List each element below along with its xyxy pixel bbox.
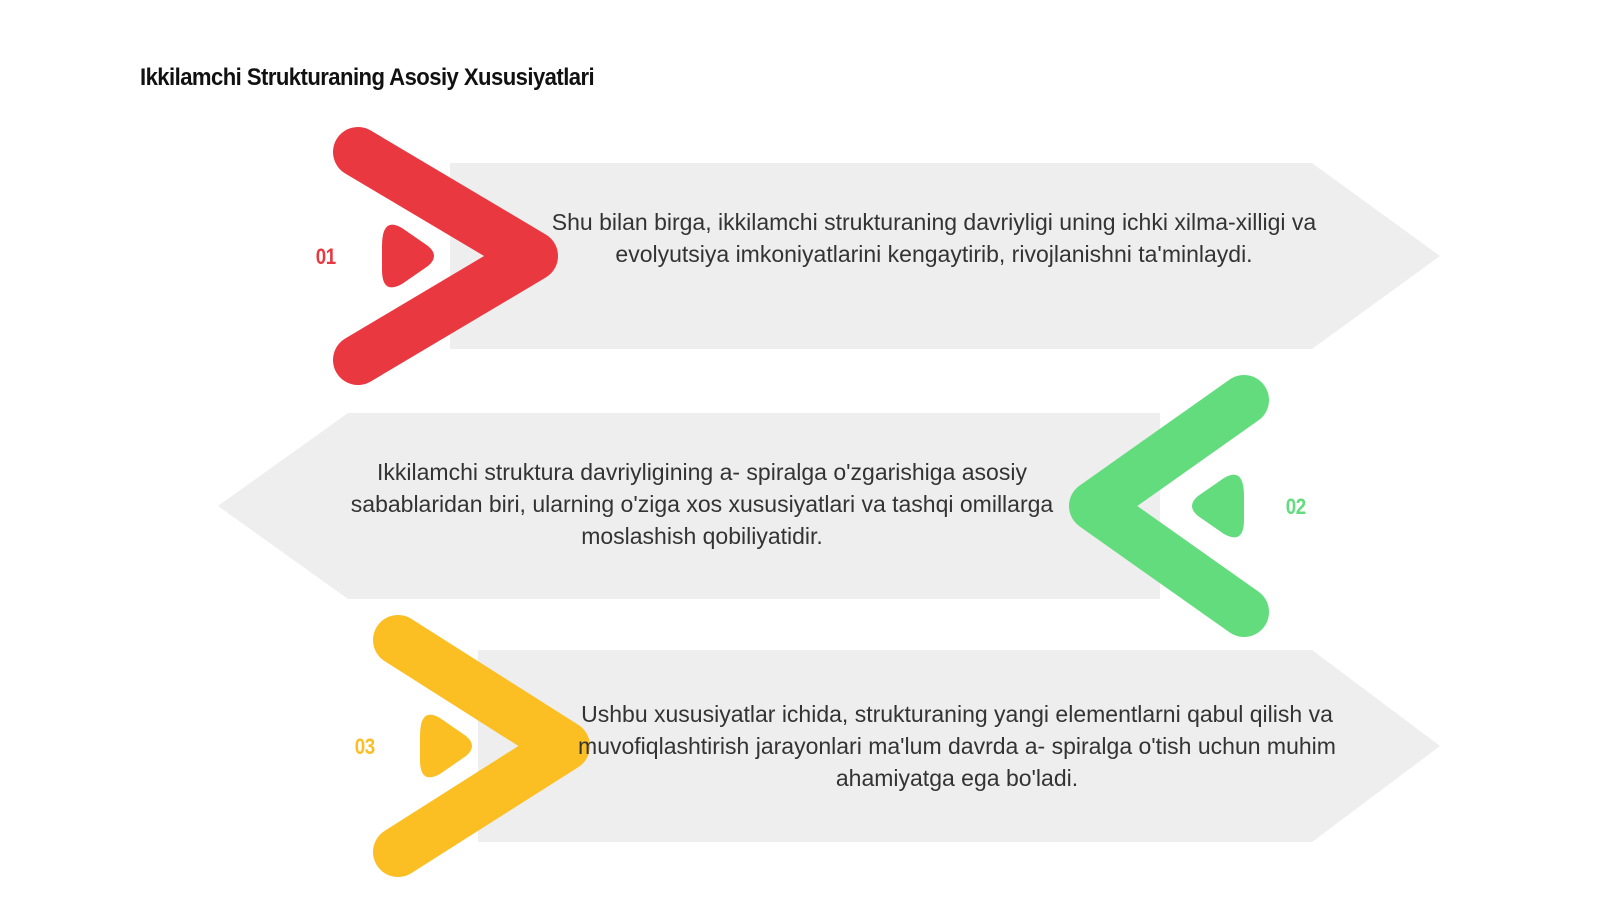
step-03-text: Ushbu xususiyatlar ichida, strukturaning yangi elementlarni qabul qilish va muvofiqlashtirish jarayonlari ma'lum davrda a- spiralga o'tish uchun muhim ahamiyatga ega bo'ladi. xyxy=(578,701,1336,791)
step-02-inner-icon xyxy=(1192,475,1244,538)
step-03-inner-icon xyxy=(420,715,472,778)
step-01-text: Shu bilan birga, ikkilamchi strukturaning davriyligi uning ichki xilma-xilligi va evolyutsiya imkoniyatlarini kengaytirib, rivojlanishni ta'minlaydi. xyxy=(551,209,1317,267)
step-02-number: 02 xyxy=(1285,494,1306,519)
step-03-number: 03 xyxy=(354,734,375,759)
step-01-number: 01 xyxy=(315,244,336,269)
step-02-text: Ikkilamchi struktura davriyligining a- spiralga o'zgarishiga asosiy sabablaridan biri, ularning o'ziga xos xususiyatlari va tashqi omillarga moslashish qobiliyatidir. xyxy=(350,459,1054,549)
step-01-inner-icon xyxy=(382,225,434,288)
slide-title: Ikkilamchi Strukturaning Asosiy Xususiyatlari xyxy=(140,64,595,91)
